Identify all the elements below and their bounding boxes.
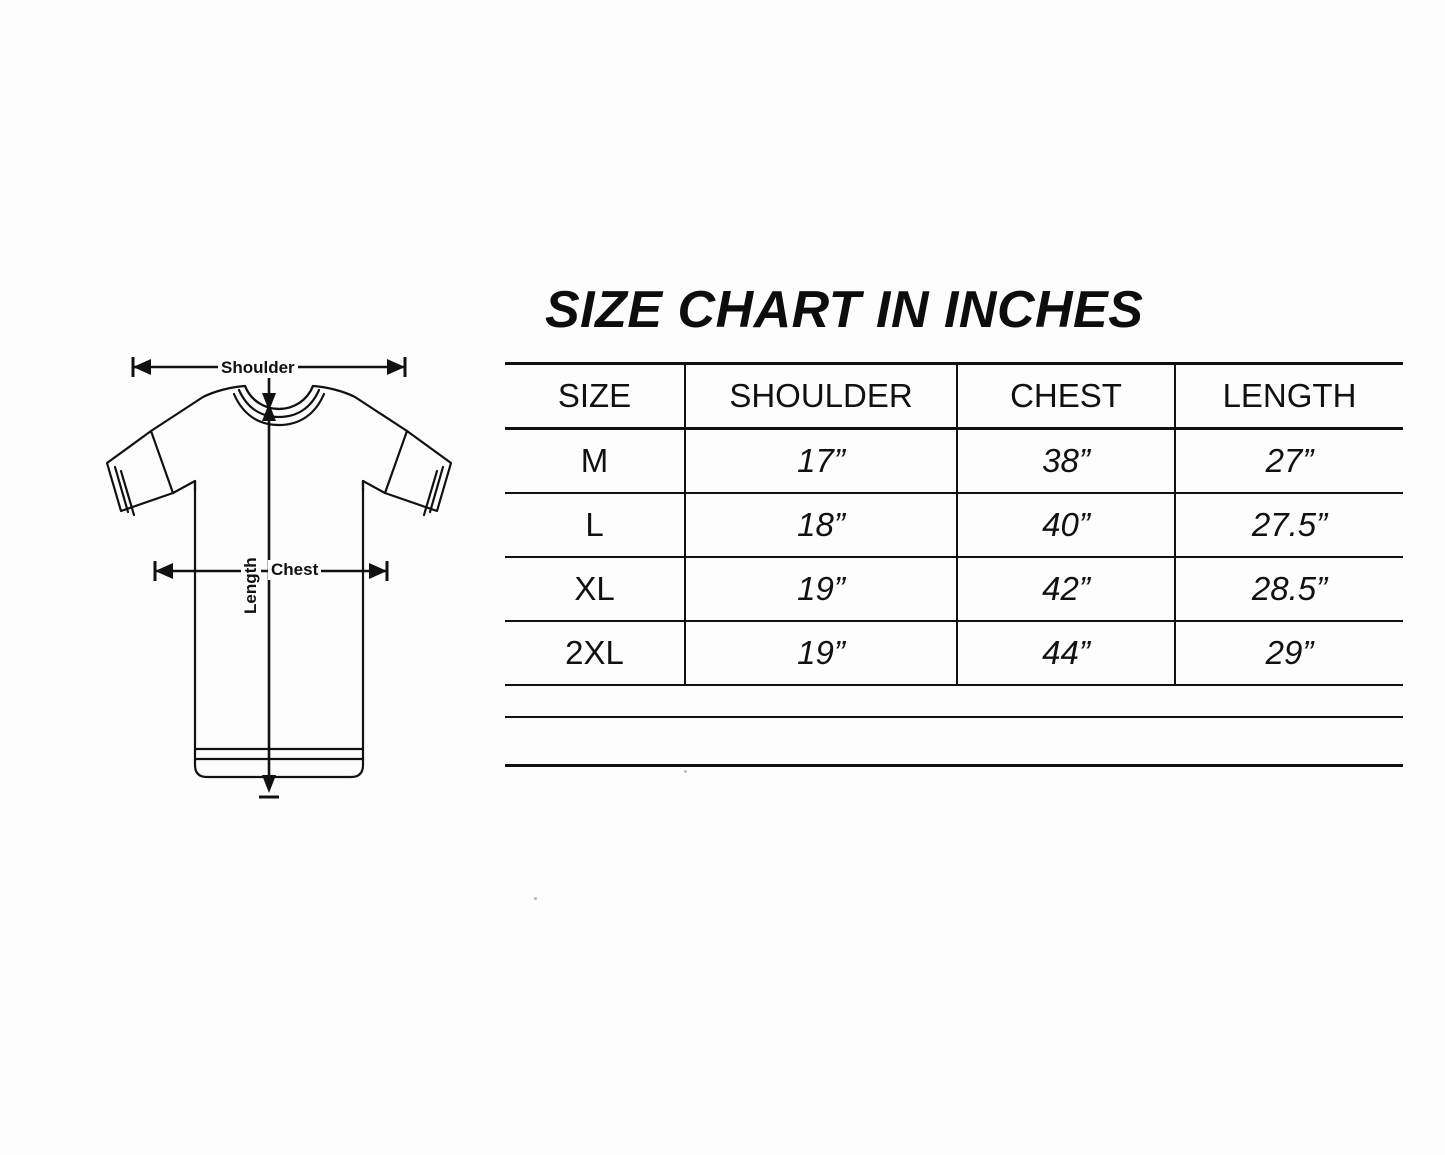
cell-shoulder	[685, 493, 957, 557]
column-header-size	[505, 364, 685, 429]
cell-length	[1175, 557, 1403, 621]
cell-length-value: 28.5”	[1251, 570, 1328, 607]
table-row	[505, 493, 1403, 557]
size-chart	[505, 280, 1405, 778]
chest-label: Chest	[268, 560, 321, 580]
cell-length-value: 27”	[1265, 442, 1314, 479]
length-dimension-arrow	[259, 403, 279, 797]
table-row	[505, 557, 1403, 621]
cell-length	[1175, 429, 1403, 494]
cell-shoulder-value: 17”	[797, 442, 845, 479]
scan-speck	[684, 770, 687, 773]
column-header-size-label: SIZE	[557, 377, 632, 414]
divider	[1171, 716, 1181, 718]
table-trailing-rules	[505, 686, 1403, 778]
tshirt-outline-icon	[55, 345, 485, 815]
cell-size-value: 2XL	[565, 634, 624, 671]
cell-size	[505, 557, 685, 621]
cell-chest-value: 42”	[1042, 570, 1090, 607]
table-row	[505, 621, 1403, 685]
cell-size	[505, 429, 685, 494]
scan-speck	[534, 897, 537, 900]
cell-chest-value: 44”	[1042, 634, 1090, 671]
column-header-shoulder-label: SHOULDER	[729, 377, 913, 414]
cell-chest	[957, 621, 1175, 685]
cell-shoulder-value: 19”	[797, 634, 845, 671]
column-header-chest-label: CHEST	[1010, 377, 1122, 414]
cell-size-value: M	[580, 442, 609, 479]
cell-size	[505, 621, 685, 685]
column-header-shoulder	[685, 364, 957, 429]
cell-chest	[957, 429, 1175, 494]
cell-size	[505, 493, 685, 557]
divider	[683, 716, 693, 718]
length-label: Length	[241, 554, 261, 617]
column-header-chest	[957, 364, 1175, 429]
table-row	[505, 429, 1403, 494]
cell-length-value: 27.5”	[1251, 506, 1328, 543]
cell-chest	[957, 557, 1175, 621]
cell-length	[1175, 493, 1403, 557]
divider	[953, 716, 963, 718]
cell-length-value: 29”	[1265, 634, 1314, 671]
cell-shoulder	[685, 621, 957, 685]
cell-chest-value: 38”	[1042, 442, 1090, 479]
cell-shoulder-value: 18”	[797, 506, 845, 543]
column-header-length-label: LENGTH	[1222, 377, 1357, 414]
cell-shoulder	[685, 429, 957, 494]
cell-shoulder	[685, 557, 957, 621]
cell-chest	[957, 493, 1175, 557]
cell-chest-value: 40”	[1042, 506, 1090, 543]
cell-size-value: XL	[574, 570, 615, 607]
table-header-row	[505, 364, 1403, 429]
page-title: SIZE CHART IN INCHES	[545, 281, 1144, 339]
cell-shoulder-value: 19”	[797, 570, 845, 607]
column-header-length	[1175, 364, 1403, 429]
tshirt-measurement-diagram	[55, 345, 485, 815]
divider	[505, 764, 1403, 767]
cell-length	[1175, 621, 1403, 685]
cell-size-value: L	[585, 506, 604, 543]
size-chart-table	[505, 362, 1403, 686]
shoulder-label: Shoulder	[218, 358, 298, 378]
